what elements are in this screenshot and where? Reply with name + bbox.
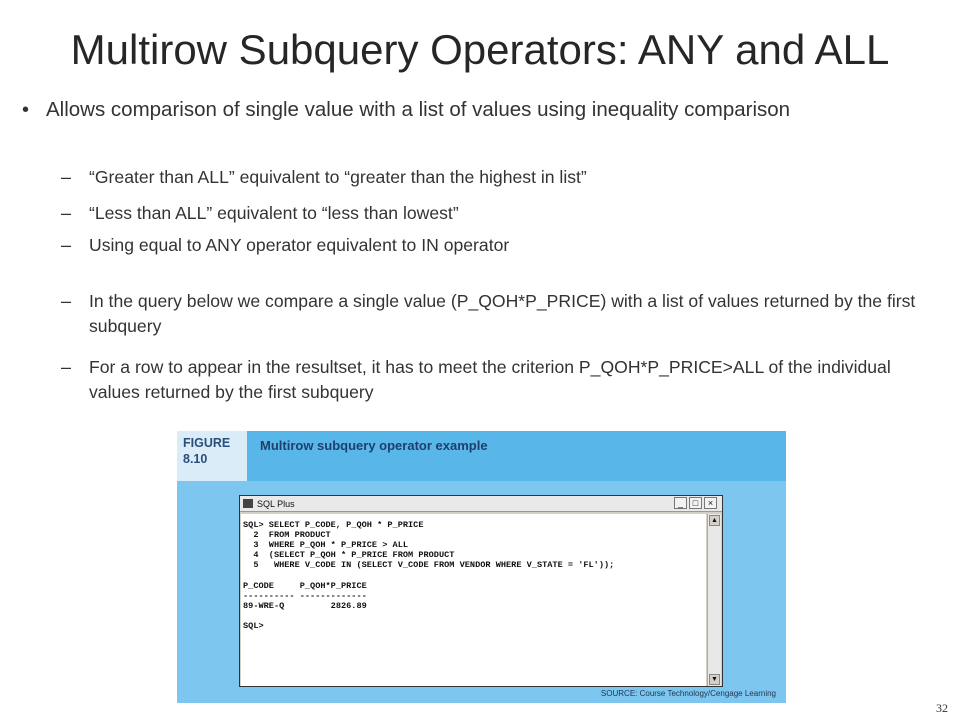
close-button[interactable]: × bbox=[704, 497, 717, 509]
figure-label-box bbox=[177, 431, 247, 481]
figure-source: SOURCE: Course Technology/Cengage Learning bbox=[600, 689, 776, 698]
subbullet-marker: – bbox=[61, 357, 72, 377]
figure-caption: Multirow subquery operator example bbox=[260, 438, 488, 453]
subbullet-4 bbox=[61, 289, 941, 339]
bullet-text: Allows comparison of single value with a list of values using inequality comparison bbox=[46, 98, 791, 121]
sqlplus-window bbox=[239, 495, 723, 687]
vertical-scrollbar[interactable] bbox=[707, 514, 721, 686]
page-number: 32 bbox=[936, 701, 948, 715]
window-titlebar[interactable] bbox=[240, 496, 722, 512]
subbullet-text: “Less than ALL” equivalent to “less than lowest” bbox=[89, 203, 459, 223]
subbullet-marker: – bbox=[61, 291, 72, 311]
console-output: SQL> SELECT P_CODE, P_QOH * P_PRICE 2 FROM PRODUCT 3 WHERE P_QOH * P_PRICE > ALL 4 (SELECT P_QOH * P_PRICE FROM PRODUCT 5 WHERE V_CODE IN (SELECT V_CODE FROM VENDOR WHERE V_STATE = 'FL')); P_CODE P_QOH*P_PRICE ---------- ------------- 89-WRE-Q 2826.89 SQL> bbox=[243, 520, 615, 631]
subbullet-text: “Greater than ALL” equivalent to “greater than the highest in list” bbox=[89, 167, 587, 187]
subbullet-text: Using equal to ANY operator equivalent to IN operator bbox=[89, 235, 510, 255]
subbullet-2 bbox=[61, 201, 941, 226]
minimize-button[interactable]: _ bbox=[674, 497, 687, 509]
subbullet-3 bbox=[61, 233, 941, 258]
main-bullet bbox=[22, 96, 937, 124]
window-title: SQL Plus bbox=[257, 499, 295, 509]
subbullet-marker: – bbox=[61, 167, 72, 187]
subbullet-marker: – bbox=[61, 203, 72, 223]
subbullet-5 bbox=[61, 355, 941, 405]
console-area[interactable] bbox=[241, 514, 706, 686]
subbullet-text: For a row to appear in the resultset, it has to meet the criterion P_QOH*P_PRICE>ALL of the individual values returned by the first subquery bbox=[89, 357, 891, 402]
bullet-marker: • bbox=[22, 99, 30, 121]
subbullet-marker: – bbox=[61, 235, 72, 255]
sqlplus-app-icon bbox=[243, 499, 253, 508]
maximize-button[interactable]: □ bbox=[689, 497, 702, 509]
scroll-down-icon[interactable]: ▼ bbox=[709, 674, 720, 685]
figure-8-10 bbox=[177, 431, 786, 703]
scroll-up-icon[interactable]: ▲ bbox=[709, 515, 720, 526]
subbullet-1 bbox=[61, 165, 941, 190]
figure-label: FIGURE 8.10 bbox=[183, 436, 231, 466]
subbullet-text: In the query below we compare a single value (P_QOH*P_PRICE) with a list of values returned by the first subquery bbox=[89, 291, 916, 336]
slide-title: Multirow Subquery Operators: ANY and ALL bbox=[70, 26, 890, 73]
